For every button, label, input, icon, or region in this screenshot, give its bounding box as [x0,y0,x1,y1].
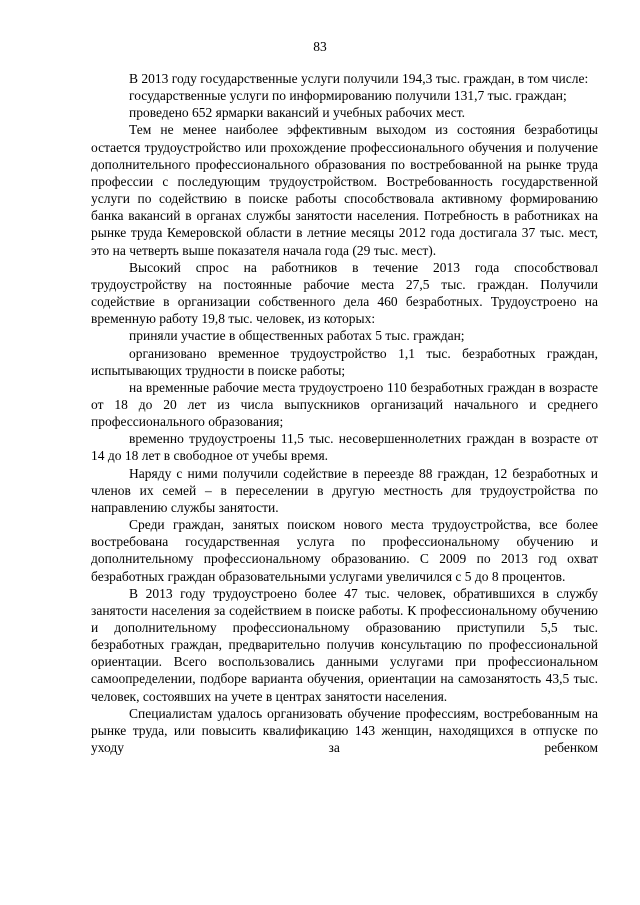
paragraph-job-fairs: проведено 652 ярмарки вакансий и учебных рабочих мест. [129,105,466,121]
document-body [91,70,598,756]
paragraph-specialists: Специалистам удалось организовать обучение профессиям, востребованным на рынке труда, или повысить квалификацию 143 женщин, находящихся в отпуске по уходу за ребенком [91,705,598,756]
paragraph-training-demand: Среди граждан, занятых поиском нового места трудоустройства, все более востребована государственная услуга по профессиональному обучению и дополнительному профессиональному образованию. С 2009 по 2013 год охват безработных граждан образовательными услугами увеличился с 5 до 8 процентов. [91,517,598,584]
paragraph-services-total: В 2013 году государственные услуги получили 194,3 тыс. граждан, в том числе: [129,71,589,86]
paragraph-effective-exit: Тем не менее наиболее эффективным выходом из состояния безработицы остается трудоустройство или прохождение профессионального обучения и получение дополнительного профессионального образования по востребованной на рынке труда профессии с последующим трудоустройством. Востребованность государственной услуги по содействию в поиске работы способствовала активному формированию банка вакансий в органах службы занятости населения. Потребность в работниках на рынке труда Кемеровской области в летние месяцы 2012 года достигала 37 тыс. мест, это на четверть выше показателя начала года (29 тыс. мест). [91,122,598,258]
paragraph-informing-services: государственные услуги по информированию получили 131,7 тыс. граждан; [129,88,567,104]
paragraph-minors: временно трудоустроены 11,5 тыс. несовершеннолетних граждан в возрасте от 14 до 18 лет в свободное от учебы время. [91,431,598,464]
paragraph-public-works: приняли участие в общественных работах 5 тыс. граждан; [129,328,465,344]
paragraph-relocation: Наряду с ними получили содействие в переезде 88 граждан, 12 безработных и членов их семей – в переселении в другую местность для трудоустройства по направлению службы занятости. [91,465,598,515]
paragraph-high-demand: Высокий спрос на работников в течение 2013 года способствовал трудоустройству на постоянные рабочие места 27,5 тыс. граждан. Получили содействие в организации собственного дела 460 безработных. Трудоустроено на временную работу 19,8 тыс. человек, из которых: [91,259,598,327]
page-number: 83 [313,39,327,54]
paragraph-temporary-employment: организовано временное трудоустройство 1,1 тыс. безработных граждан, испытывающих трудности в поиске работы; [91,345,598,378]
paragraph-employed-2013: В 2013 году трудоустроено более 47 тыс. человек, обратившихся в службу занятости населения за содействием в поиске работы. К профессиональному обучению и дополнительному профессиональному образованию приступили 5,5 тыс. безработных граждан, предварительно получив консультацию по профессиональной ориентации. Всего воспользовались данными услугами при профессиональном самоопределении, подборе варианта обучения, ориентации на самозанятость 43,5 тыс. человек, состоявших на учете в центрах занятости населения. [91,585,598,704]
paragraph-graduates: на временные рабочие места трудоустроено 110 безработных граждан в возрасте от 18 до 20 лет из числа выпускников организаций начального и среднего профессионального образования; [91,379,598,430]
